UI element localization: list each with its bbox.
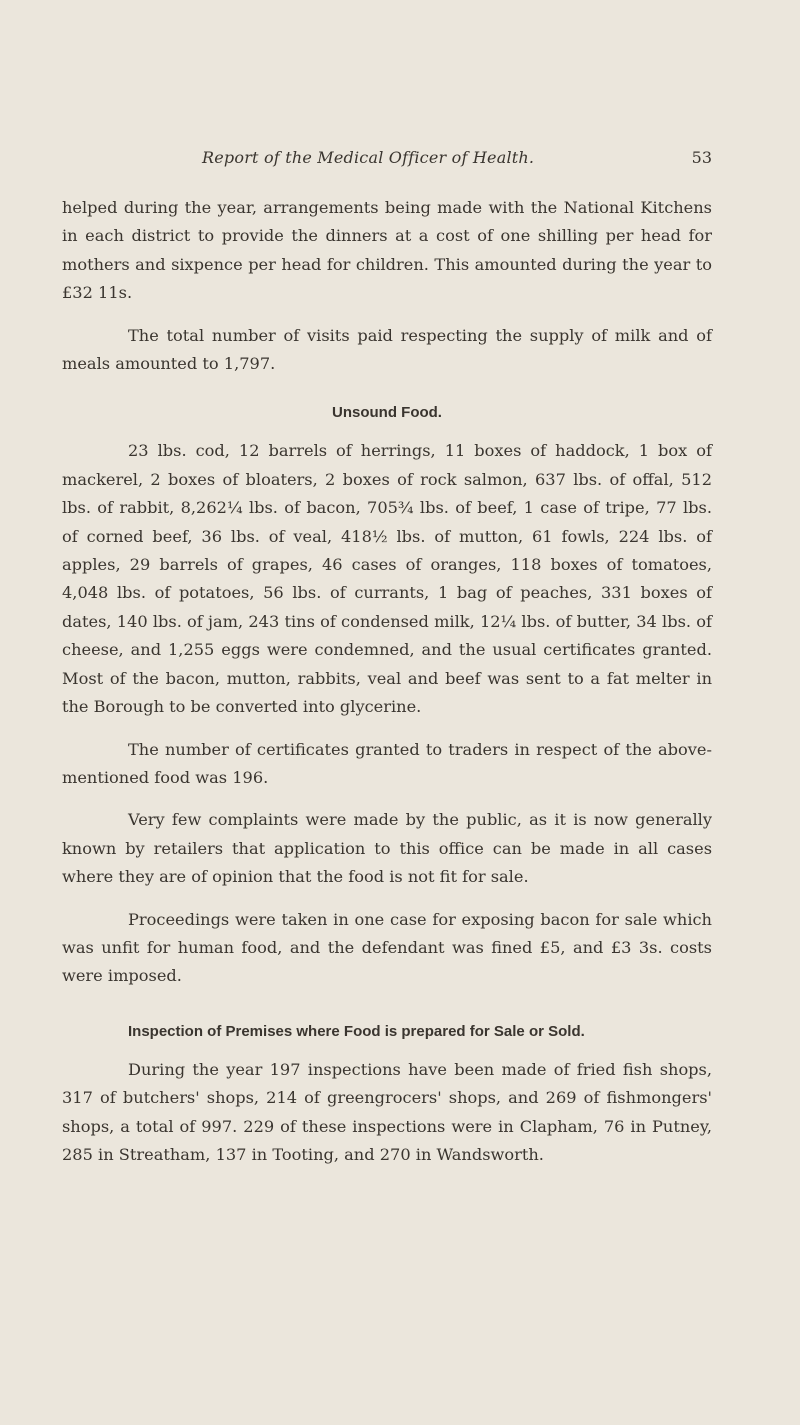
section-heading-unsound-food: Unsound Food. — [332, 404, 442, 422]
paragraph: Very few complaints were made by the public, as it is now generally known by retailers that application to this office can be made in all cases where they are of opinion that the food is not fit for sale. — [62, 810, 712, 887]
page-number: 53 — [691, 148, 712, 167]
paragraph: helped during the year, arrangements being made with the National Kitchens in each district to provide the dinners at a cost of one shilling per head for mothers and sixpence per head for children. This amounted during the year to £32 11s. — [62, 198, 712, 303]
paragraph: 23 lbs. cod, 12 barrels of herrings, 11 boxes of haddock, 1 box of mackerel, 2 boxes of bloaters, 2 boxes of rock salmon, 637 lbs. of offal, 512 lbs. of rabbit, 8,262¼ lbs. of bacon, 705¾ lbs. of beef, 1 case of tripe, 77 lbs. of corned beef, 36 lbs. of veal, 418½ lbs. of mutton, 61 fowls, 224 lbs. of apples, 29 barrels of grapes, 46 cases of oranges, 118 boxes of tomatoes, 4,048 lbs. of potatoes, 56 lbs. of currants, 1 bag of peaches, 331 boxes of dates, 140 lbs. of jam, 243 tins of condensed milk, 12¼ lbs. of butter, 34 lbs. of cheese, and 1,255 eggs were condemned, and the usual certificates granted. Most of the bacon, mutton, rabbits, veal and beef was sent to a fat melter in the Borough to be converted into glycerine. — [62, 441, 712, 717]
running-title: Report of the Medical Officer of Health. — [202, 148, 535, 167]
body-text — [62, 194, 712, 1183]
paragraph: The number of certificates granted to traders in respect of the above-mentioned food was 196. — [62, 739, 712, 787]
paragraph: The total number of visits paid respecting the supply of milk and of meals amounted to 1,797. — [62, 325, 712, 374]
page-header — [62, 148, 712, 178]
section-heading-inspection: Inspection of Premises where Food is prepared for Sale or Sold. — [128, 1022, 585, 1040]
paragraph: During the year 197 inspections have been made of fried fish shops, 317 of butchers' shops, 214 of greengrocers' shops, and 269 of fishmongers' shops, a total of 997. 229 of these inspections were in Clapham, 76 in Putney, 285 in Streatham, 137 in Tooting, and 270 in Wandsworth. — [62, 1059, 712, 1164]
paragraph: Proceedings were taken in one case for exposing bacon for sale which was unfit for human food, and the defendant was fined £5, and £3 3s. costs were imposed. — [62, 909, 712, 986]
